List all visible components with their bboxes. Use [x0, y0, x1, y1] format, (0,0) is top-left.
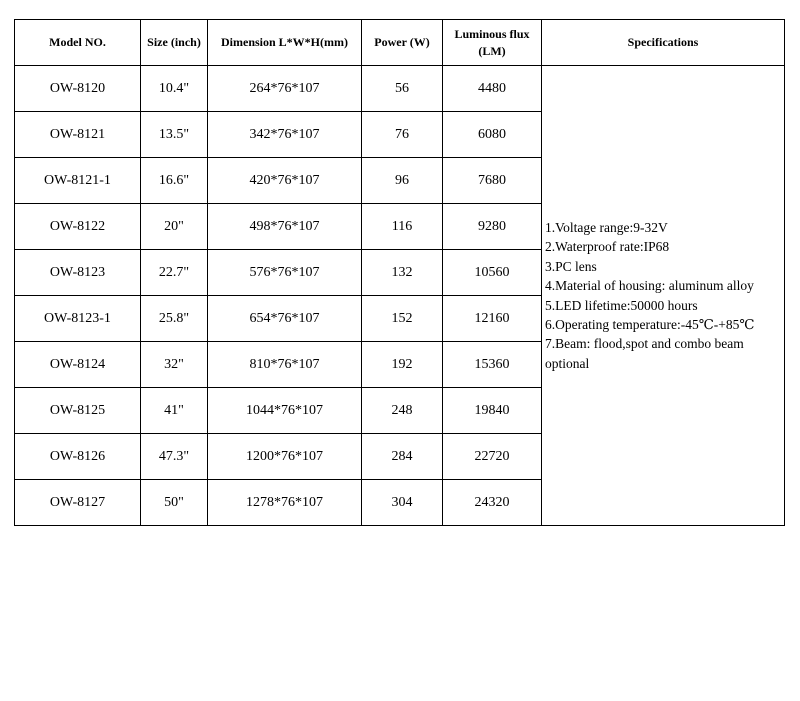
- cell-flux: 9280: [443, 204, 542, 250]
- header-power: Power (W): [362, 20, 443, 66]
- cell-size: 32": [141, 342, 208, 388]
- cell-power: 116: [362, 204, 443, 250]
- table-row: [15, 66, 785, 112]
- header-dimension: Dimension L*W*H(mm): [208, 20, 362, 66]
- cell-model: OW-8123-1: [15, 296, 141, 342]
- specifications-cell: [542, 66, 785, 526]
- cell-size: 22.7": [141, 250, 208, 296]
- cell-power: 56: [362, 66, 443, 112]
- cell-flux: 22720: [443, 434, 542, 480]
- cell-dimension: 420*76*107: [208, 158, 362, 204]
- cell-size: 41": [141, 388, 208, 434]
- spec-temperature: 6.Operating temperature:-45℃-+85℃: [545, 316, 755, 332]
- cell-power: 76: [362, 112, 443, 158]
- cell-flux: 6080: [443, 112, 542, 158]
- header-luminous-flux: Luminous flux (LM): [443, 20, 542, 66]
- header-specifications: Specifications: [542, 20, 785, 66]
- cell-model: OW-8121: [15, 112, 141, 158]
- cell-dimension: 654*76*107: [208, 296, 362, 342]
- cell-flux: 4480: [443, 66, 542, 112]
- cell-size: 10.4": [141, 66, 208, 112]
- cell-flux: 15360: [443, 342, 542, 388]
- cell-power: 304: [362, 480, 443, 526]
- cell-power: 132: [362, 250, 443, 296]
- cell-model: OW-8127: [15, 480, 141, 526]
- cell-size: 50": [141, 480, 208, 526]
- cell-model: OW-8126: [15, 434, 141, 480]
- cell-dimension: 1278*76*107: [208, 480, 362, 526]
- cell-power: 96: [362, 158, 443, 204]
- cell-size: 16.6": [141, 158, 208, 204]
- spec-waterproof: 2.Waterproof rate:IP68: [545, 239, 670, 255]
- cell-dimension: 1200*76*107: [208, 434, 362, 480]
- spec-lens: 3.PC lens: [545, 258, 597, 274]
- table-header-row: [15, 20, 785, 66]
- cell-dimension: 1044*76*107: [208, 388, 362, 434]
- spec-beam: 7.Beam: flood,spot and combo beam optional: [545, 336, 744, 371]
- cell-power: 192: [362, 342, 443, 388]
- cell-model: OW-8125: [15, 388, 141, 434]
- cell-model: OW-8120: [15, 66, 141, 112]
- spec-lifetime: 5.LED lifetime:50000 hours: [545, 297, 698, 313]
- spec-housing: 4.Material of housing: aluminum alloy: [545, 278, 754, 294]
- cell-dimension: 498*76*107: [208, 204, 362, 250]
- cell-power: 248: [362, 388, 443, 434]
- cell-model: OW-8122: [15, 204, 141, 250]
- cell-model: OW-8124: [15, 342, 141, 388]
- cell-flux: 10560: [443, 250, 542, 296]
- cell-size: 20": [141, 204, 208, 250]
- header-size: Size (inch): [141, 20, 208, 66]
- cell-dimension: 342*76*107: [208, 112, 362, 158]
- cell-dimension: 810*76*107: [208, 342, 362, 388]
- product-spec-table: [14, 19, 785, 526]
- cell-size: 25.8": [141, 296, 208, 342]
- cell-flux: 19840: [443, 388, 542, 434]
- cell-flux: 7680: [443, 158, 542, 204]
- header-model: Model NO.: [15, 20, 141, 66]
- cell-power: 284: [362, 434, 443, 480]
- cell-model: OW-8121-1: [15, 158, 141, 204]
- cell-size: 13.5": [141, 112, 208, 158]
- spec-voltage: 1.Voltage range:9-32V: [545, 219, 668, 235]
- cell-model: OW-8123: [15, 250, 141, 296]
- cell-dimension: 576*76*107: [208, 250, 362, 296]
- cell-power: 152: [362, 296, 443, 342]
- cell-size: 47.3": [141, 434, 208, 480]
- cell-dimension: 264*76*107: [208, 66, 362, 112]
- cell-flux: 24320: [443, 480, 542, 526]
- cell-flux: 12160: [443, 296, 542, 342]
